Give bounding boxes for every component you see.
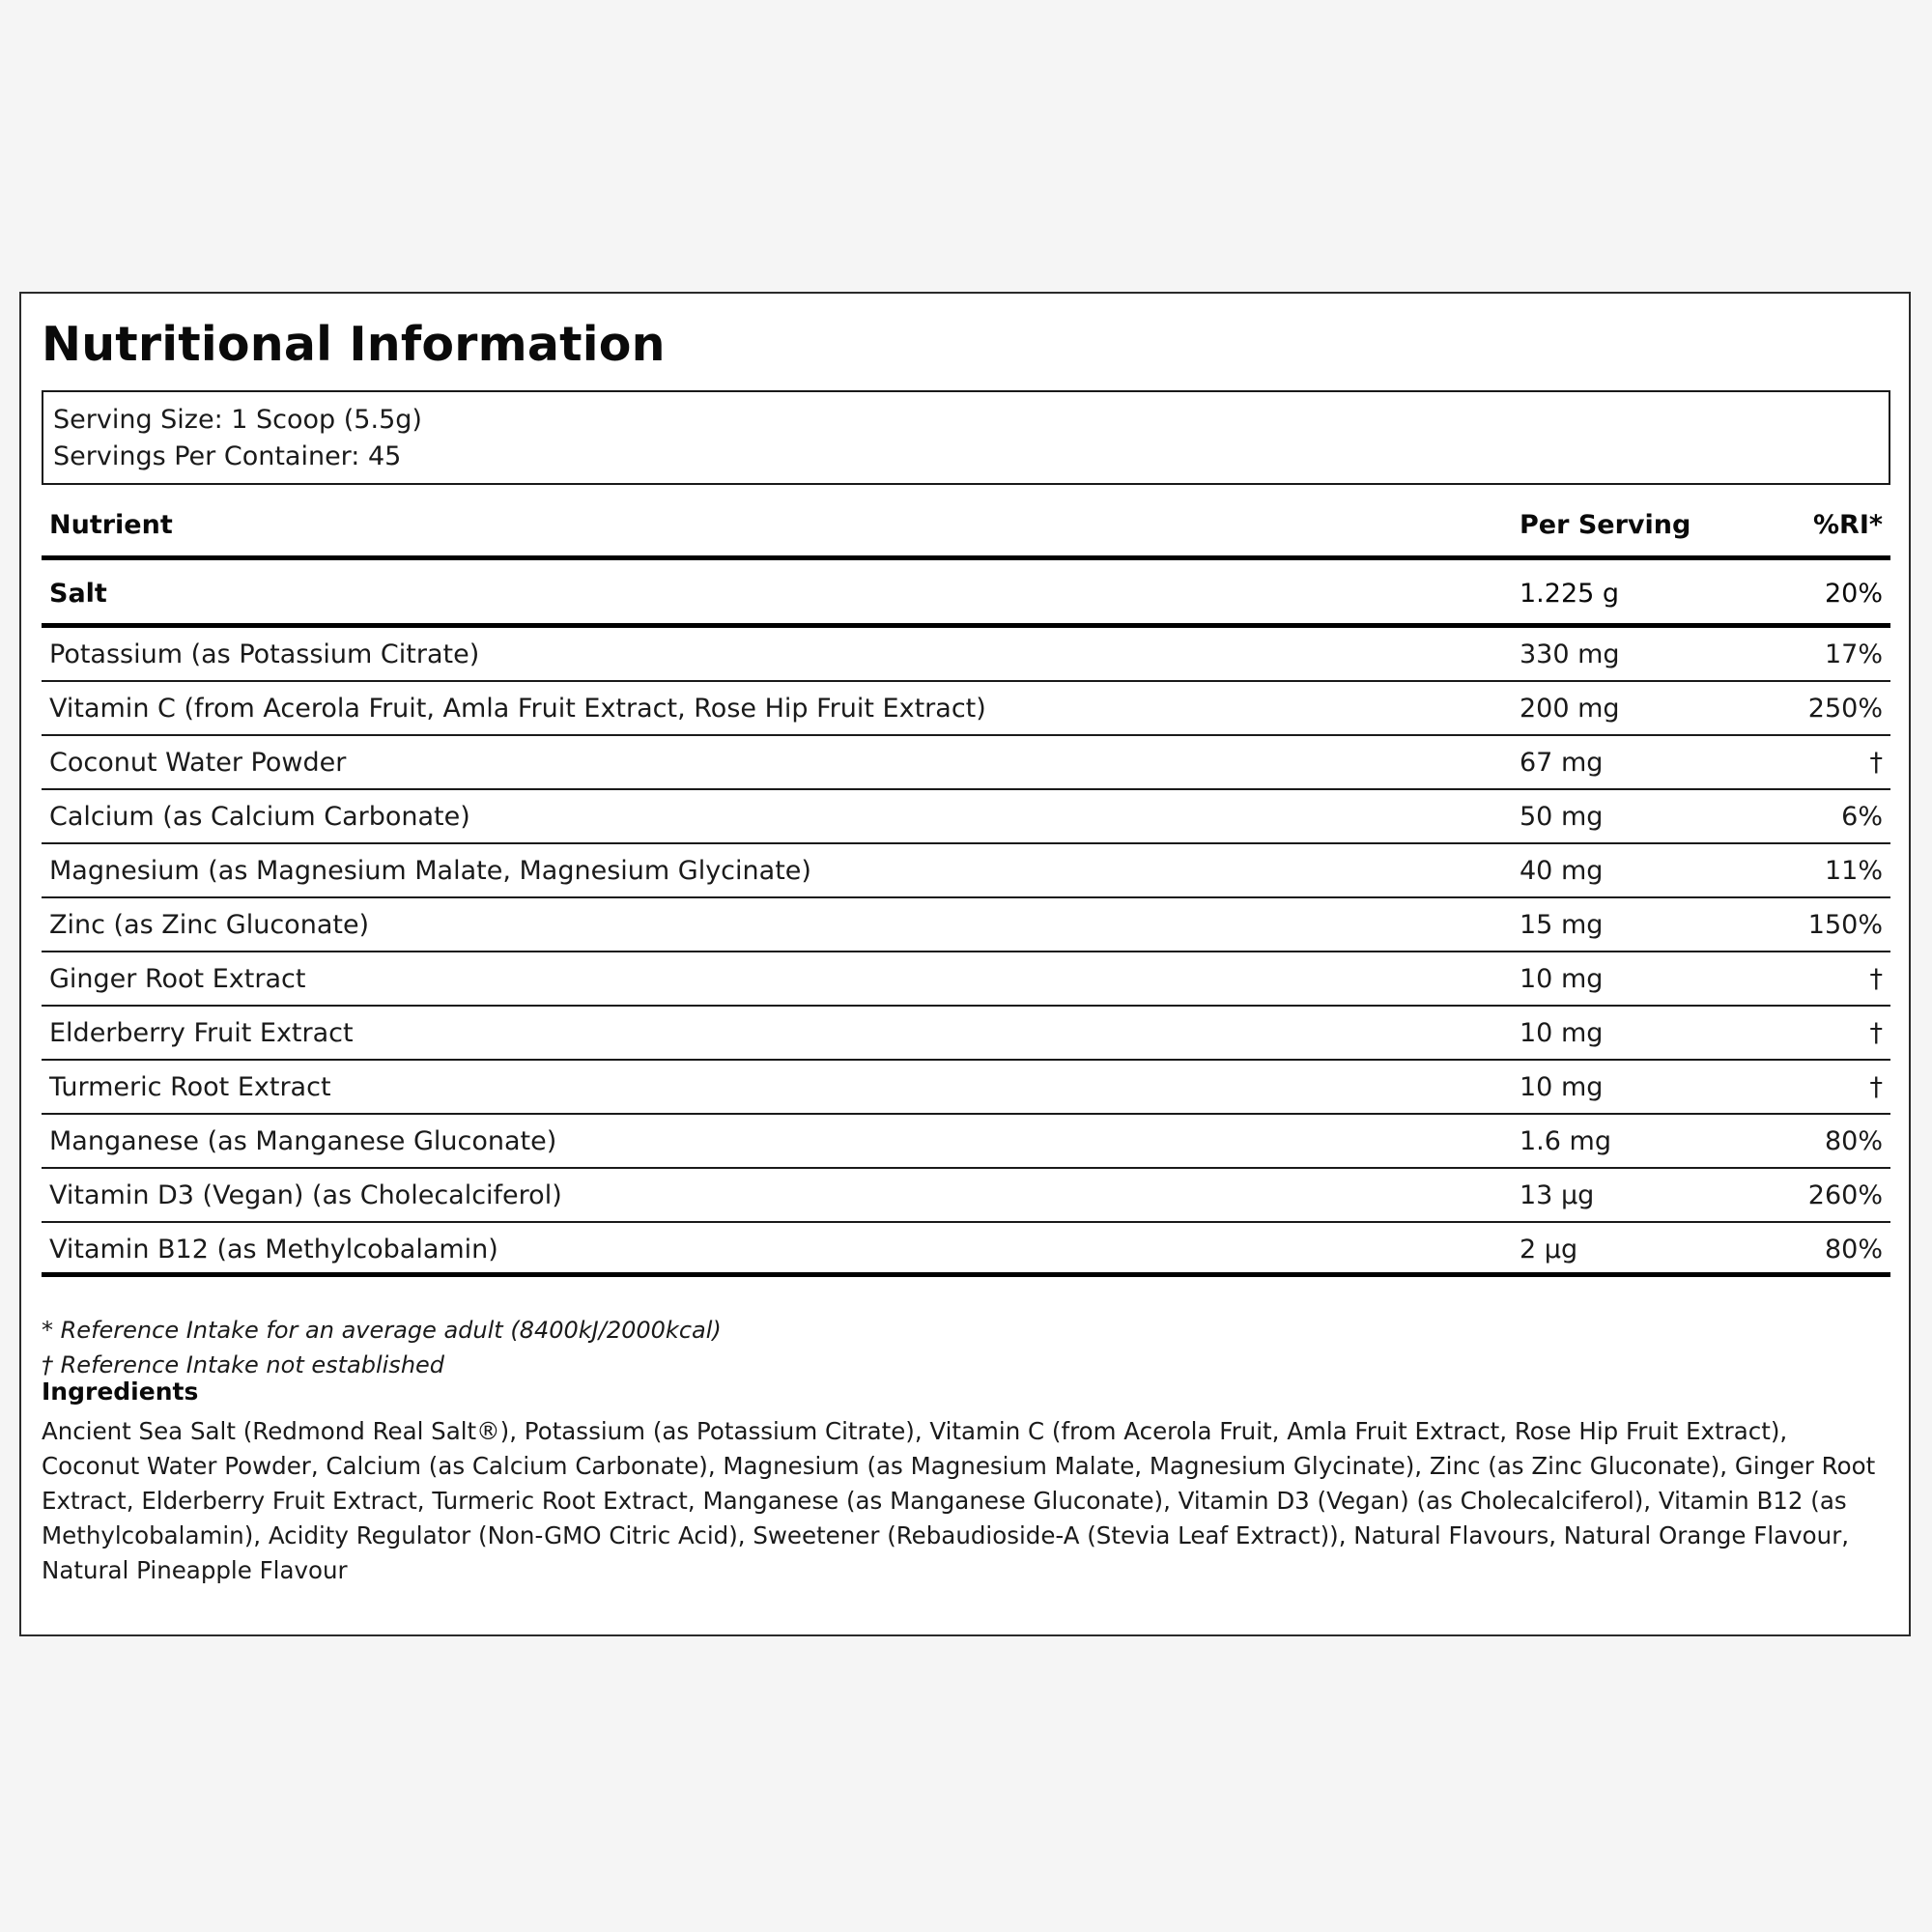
table-row xyxy=(42,898,1890,952)
nutrient-amount: 10 mg xyxy=(1520,964,1604,994)
ingredients-heading: Ingredients xyxy=(42,1378,199,1406)
nutrient-ri: 20% xyxy=(1824,579,1883,609)
header-ri: %RI* xyxy=(1812,510,1883,540)
nutrient-ri: † xyxy=(1869,964,1883,994)
nutrient-name: Coconut Water Powder xyxy=(49,748,347,778)
table-row xyxy=(42,1115,1890,1169)
nutrient-ri: 6% xyxy=(1841,802,1883,832)
servings-per-container: Servings Per Container: 45 xyxy=(53,441,402,471)
nutrient-amount: 330 mg xyxy=(1520,639,1620,669)
nutrient-name: Vitamin D3 (Vegan) (as Cholecalciferol) xyxy=(49,1180,562,1210)
table-row xyxy=(42,790,1890,844)
nutrient-ri: † xyxy=(1869,1018,1883,1048)
nutrient-name: Ginger Root Extract xyxy=(49,964,306,994)
nutrient-amount: 15 mg xyxy=(1520,910,1604,940)
nutrient-name: Zinc (as Zinc Gluconate) xyxy=(49,910,370,940)
table-header-row xyxy=(42,487,1890,560)
ingredients-text: Ancient Sea Salt (Redmond Real Salt®), Potassium (as Potassium Citrate), Vitamin C (from Acerola Fruit, Amla Fruit Extract, Rose Hip Fruit Extract), Coconut Water Powder, Calcium (as Calcium Carbonate), Magnesium (as Magnesium Malate, Magnesium Glycinate), Zinc (as Zinc Gluconate), Ginger Root Extract, Elderberry Fruit Extract, Turmeric Root Extract, Manganese (as Manganese Gluconate), Vitamin D3 (Vegan) (as Cholecalciferol), Vitamin B12 (as Methylcobalamin), Acidity Regulator (Non-GMO Citric Acid), Sweetener (Rebaudioside-A (Stevia Leaf Extract)), Natural Flavours, Natural Orange Flavour, Natural Pineapple Flavour xyxy=(42,1417,1876,1584)
nutrient-amount: 2 µg xyxy=(1520,1235,1578,1264)
nutrient-amount: 200 mg xyxy=(1520,694,1620,724)
nutrient-ri: 80% xyxy=(1824,1126,1883,1156)
nutrient-ri: 250% xyxy=(1807,694,1883,724)
table-row xyxy=(42,1007,1890,1061)
table-row xyxy=(42,952,1890,1007)
nutrient-ri: 17% xyxy=(1824,639,1883,669)
nutrient-table xyxy=(42,487,1890,1277)
table-row xyxy=(42,682,1890,736)
nutrition-panel xyxy=(19,292,1911,1636)
footnote-reference-intake: * Reference Intake for an average adult (8400kJ/2000kcal) xyxy=(42,1317,722,1344)
nutrient-ri: 150% xyxy=(1807,910,1883,940)
nutrient-name: Salt xyxy=(49,579,107,609)
nutrient-amount: 40 mg xyxy=(1520,856,1604,886)
nutrient-ri: 11% xyxy=(1824,856,1883,886)
nutrient-name: Magnesium (as Magnesium Malate, Magnesium Glycinate) xyxy=(49,856,811,886)
header-per-serving: Per Serving xyxy=(1520,510,1691,540)
nutrient-amount: 1.225 g xyxy=(1520,579,1620,609)
nutrient-name: Vitamin B12 (as Methylcobalamin) xyxy=(49,1235,498,1264)
nutrient-ri: † xyxy=(1869,748,1883,778)
nutrient-amount: 10 mg xyxy=(1520,1018,1604,1048)
nutrient-amount: 1.6 mg xyxy=(1520,1126,1611,1156)
nutrient-name: Potassium (as Potassium Citrate) xyxy=(49,639,480,669)
nutrient-amount: 67 mg xyxy=(1520,748,1604,778)
nutrient-name: Manganese (as Manganese Gluconate) xyxy=(49,1126,557,1156)
table-row xyxy=(42,1169,1890,1223)
nutrient-name: Elderberry Fruit Extract xyxy=(49,1018,354,1048)
serving-info-box xyxy=(42,390,1890,485)
nutrient-amount: 13 µg xyxy=(1520,1180,1595,1210)
table-row xyxy=(42,628,1890,682)
footnotes xyxy=(42,1313,722,1382)
nutrient-name: Turmeric Root Extract xyxy=(49,1072,331,1102)
nutrient-name: Calcium (as Calcium Carbonate) xyxy=(49,802,470,832)
page-title: Nutritional Information xyxy=(42,317,666,372)
table-row xyxy=(42,1223,1890,1277)
nutrient-ri: † xyxy=(1869,1072,1883,1102)
nutrient-amount: 10 mg xyxy=(1520,1072,1604,1102)
nutrient-amount: 50 mg xyxy=(1520,802,1604,832)
nutrient-ri: 80% xyxy=(1824,1235,1883,1264)
table-row xyxy=(42,1061,1890,1115)
table-row xyxy=(42,736,1890,790)
nutrient-ri: 260% xyxy=(1807,1180,1883,1210)
nutrient-name: Vitamin C (from Acerola Fruit, Amla Fruit Extract, Rose Hip Fruit Extract) xyxy=(49,694,986,724)
serving-size: Serving Size: 1 Scoop (5.5g) xyxy=(53,405,422,435)
table-row-salt xyxy=(42,560,1890,628)
header-nutrient: Nutrient xyxy=(49,510,173,540)
table-row xyxy=(42,844,1890,898)
footnote-not-established: † Reference Intake not established xyxy=(42,1351,445,1378)
